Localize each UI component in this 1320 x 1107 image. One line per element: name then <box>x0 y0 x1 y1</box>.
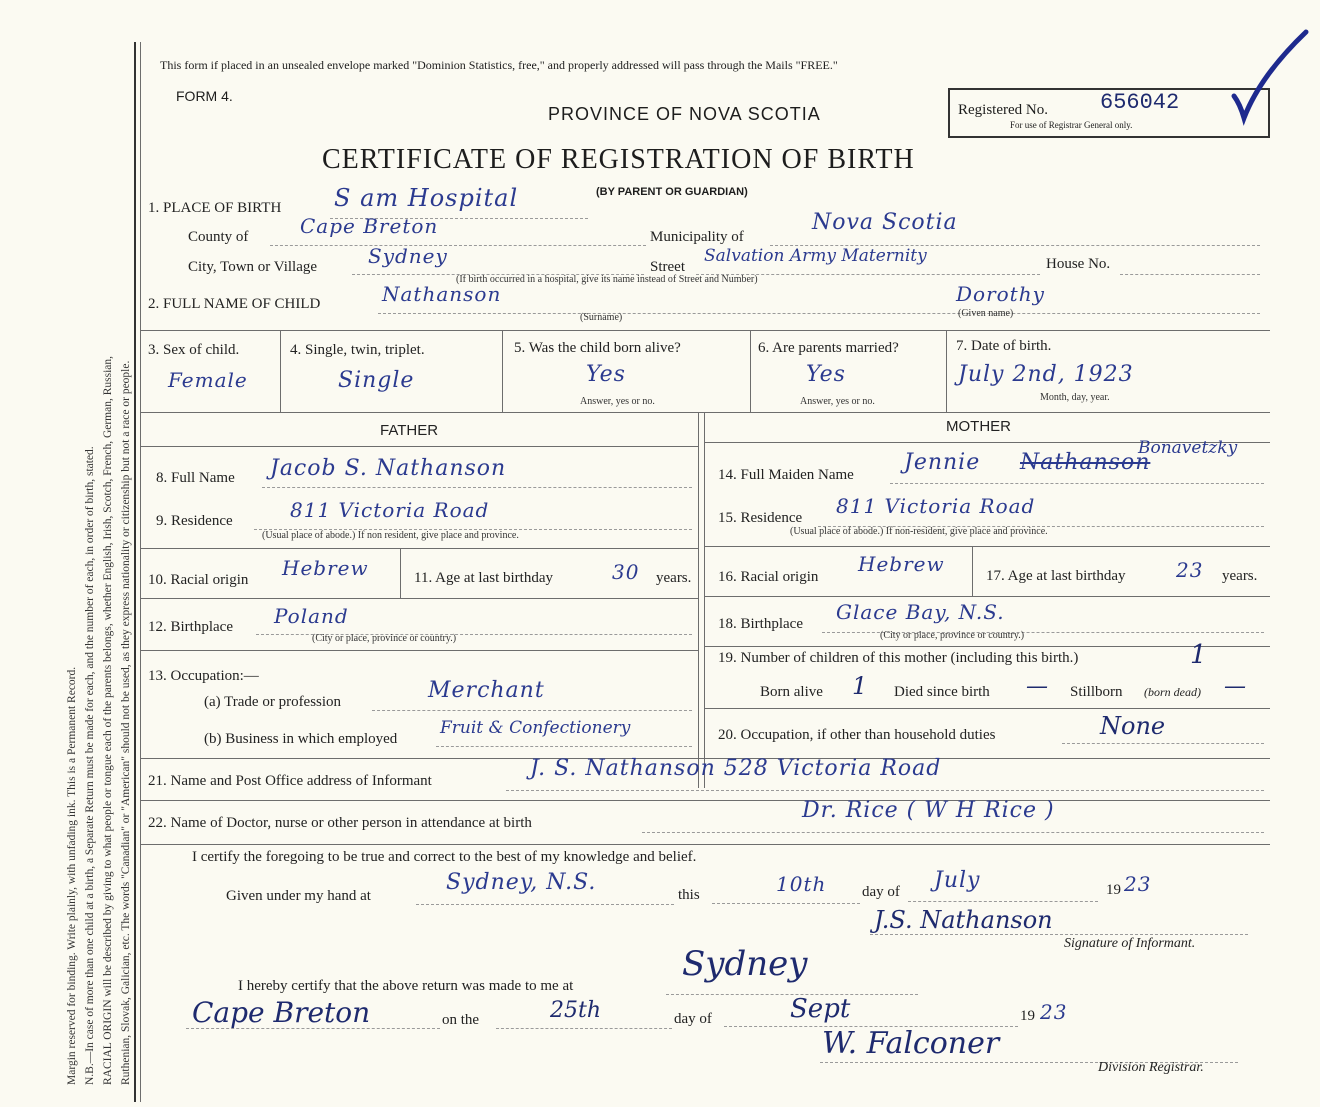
mother-maiden-name: Bonavetzky <box>1138 438 1238 458</box>
child-name-label: 2. FULL NAME OF CHILD <box>148 296 321 312</box>
registrar-caption: Division Registrar. <box>1098 1060 1204 1075</box>
street-value: Salvation Army Maternity <box>704 246 927 266</box>
registrar-place: Sydney <box>682 944 808 984</box>
line <box>712 903 860 904</box>
line <box>186 1028 440 1029</box>
registrar-statement: I hereby certify that the above return was made to me at <box>238 978 574 994</box>
rule <box>946 330 947 412</box>
birth-type-label: 4. Single, twin, triplet. <box>290 342 425 358</box>
died-since-birth-label: Died since birth <box>894 684 990 700</box>
line <box>372 710 692 711</box>
mother-age: 23 <box>1176 558 1204 582</box>
document-title: CERTIFICATE OF REGISTRATION OF BIRTH <box>322 144 915 175</box>
mother-age-label: 17. Age at last birthday <box>986 568 1126 584</box>
business-label: (b) Business in which employed <box>204 731 398 747</box>
line <box>1062 743 1264 744</box>
mother-birthplace-caption: (City or place, province or country.) <box>880 630 1025 641</box>
mother-occupation-label: 20. Occupation, if other than household duties <box>718 727 996 743</box>
mother-abode-caption: (Usual place of abode.) If non-resident, give place and province. <box>790 526 1048 537</box>
municipality-label: Municipality of <box>650 229 744 245</box>
trade-label: (a) Trade or profession <box>204 694 342 710</box>
informant-label: 21. Name and Post Office address of Informant <box>148 773 432 789</box>
trade-value: Merchant <box>428 678 545 703</box>
father-residence: 811 Victoria Road <box>290 498 490 522</box>
father-residence-label: 9. Residence <box>156 513 233 529</box>
rule <box>704 412 705 788</box>
mail-notice: This form if placed in an unsealed envelope marked "Dominion Statistics, free," and properly addressed will pass through the Mails "FREE." <box>160 58 838 72</box>
registered-number: 656042 <box>1100 90 1180 115</box>
father-name-label: 8. Full Name <box>156 470 235 486</box>
margin-note-1: Margin reserved for binding. Write plainly, with unfading ink. This is a Permanent Record. <box>66 666 78 1085</box>
rule <box>750 330 751 412</box>
child-name-line <box>378 313 1260 314</box>
place-of-birth-value: S am Hospital <box>334 184 519 212</box>
line <box>908 901 1098 902</box>
county-line <box>270 245 646 246</box>
by-parent-note: (BY PARENT OR GUARDIAN) <box>596 186 748 198</box>
certify-statement: I certify the foregoing to be true and correct to the best of my knowledge and belief. <box>192 849 697 865</box>
county-label: County of <box>188 229 249 245</box>
rule <box>972 546 973 596</box>
mother-residence: 811 Victoria Road <box>836 494 1036 518</box>
given-under-label: Given under my hand at <box>226 888 371 904</box>
registrar-month: Sept <box>790 994 851 1024</box>
rule <box>280 330 281 412</box>
given-year: 23 <box>1124 872 1152 896</box>
married-answer: Yes <box>806 362 846 387</box>
mother-birthplace-label: 18. Birthplace <box>718 616 803 632</box>
stillborn-value: — <box>1224 674 1246 699</box>
mother-birthplace: Glace Bay, N.S. <box>836 600 1005 624</box>
mother-years: years. <box>1222 568 1258 584</box>
line <box>870 934 1248 935</box>
city-label: City, Town or Village <box>188 259 318 275</box>
registrar-day-of-label: day of <box>674 1011 712 1027</box>
child-surname: Nathanson <box>382 282 502 306</box>
margin-note-2: N.B.—In case of more than one child at a birth, a Separate Return must be made for each, and the number of each, in order of birth, stated. <box>84 446 96 1085</box>
province-heading: PROVINCE OF NOVA SCOTIA <box>548 104 821 124</box>
checkmark-icon <box>1230 26 1310 126</box>
doctor-label: 22. Name of Doctor, nurse or other person in attendance at birth <box>148 815 532 831</box>
rule <box>140 330 1270 331</box>
date-of-birth-value: July 2nd, 1923 <box>958 362 1134 387</box>
father-birthplace: Poland <box>274 604 349 628</box>
mother-occupation: None <box>1100 712 1166 740</box>
city-value: Sydney <box>368 244 448 268</box>
given-month: July <box>934 868 981 893</box>
mother-residence-label: 15. Residence <box>718 510 803 526</box>
born-alive-count: 1 <box>852 672 868 700</box>
father-age-label: 11. Age at last birthday <box>414 570 553 586</box>
rule <box>704 596 1270 597</box>
house-line <box>1120 274 1260 275</box>
rule <box>502 330 503 412</box>
father-race-label: 10. Racial origin <box>148 572 249 588</box>
rule <box>704 646 1270 647</box>
rule <box>140 446 698 447</box>
informant-signature-caption: Signature of Informant. <box>1064 936 1196 951</box>
father-heading: FATHER <box>380 422 439 439</box>
sex-value: Female <box>168 368 248 392</box>
surname-caption: (Surname) <box>580 312 623 323</box>
father-age: 30 <box>612 560 640 584</box>
died-since-birth-value: — <box>1026 674 1048 699</box>
born-alive-label: Born alive <box>760 684 823 700</box>
mother-heading: MOTHER <box>946 418 1011 435</box>
margin-note-4: Ruthenian, Slovak, Galician, etc. The words "Canadian" or "American" should not be used, as they express nationality or citizenship but not a race or people. <box>120 360 132 1085</box>
rule <box>698 412 699 788</box>
registrar-county: Cape Breton <box>192 996 371 1029</box>
informant-value: J. S. Nathanson 528 Victoria Road <box>530 756 942 781</box>
line <box>890 483 1264 484</box>
child-given-name: Dorothy <box>956 282 1045 306</box>
stillborn-note: (born dead) <box>1144 685 1201 699</box>
father-birthplace-label: 12. Birthplace <box>148 619 233 635</box>
given-year-prefix: 19 <box>1106 882 1121 898</box>
mother-first-name: Jennie <box>904 450 981 475</box>
mother-race: Hebrew <box>858 552 945 576</box>
street-label: Street <box>650 259 685 275</box>
registrar-year-prefix: 19 <box>1020 1008 1035 1024</box>
mother-name-struck: Nathanson <box>1020 450 1151 475</box>
date-caption: Month, day, year. <box>1040 392 1110 403</box>
given-day-of-label: day of <box>862 884 900 900</box>
hospital-note: (If birth occurred in a hospital, give its name instead of Street and Number) <box>456 274 758 285</box>
form-number: FORM 4. <box>176 88 233 104</box>
rule <box>140 548 698 549</box>
municipality-value: Nova Scotia <box>812 210 958 235</box>
rule <box>140 844 1270 845</box>
on-the-label: on the <box>442 1012 480 1028</box>
this-label: this <box>678 887 700 903</box>
house-no-label: House No. <box>1046 256 1111 272</box>
rule <box>400 548 401 598</box>
rule <box>140 800 1270 801</box>
line <box>642 832 1264 833</box>
informant-signature: J.S. Nathanson <box>874 906 1053 934</box>
margin-note-3: RACIAL ORIGIN will be described by giving to what people or tongue each of the parents belongs, whether English, Irish, Scotch, French, German, Russian, <box>102 355 114 1085</box>
place-of-birth-label: 1. PLACE OF BIRTH <box>148 200 282 216</box>
margin-line-inner <box>140 42 141 1102</box>
father-years: years. <box>656 570 692 586</box>
registrar-year: 23 <box>1040 1000 1068 1024</box>
children-count: 1 <box>1190 640 1207 670</box>
answer-caption: Answer, yes or no. <box>580 396 655 407</box>
mother-race-label: 16. Racial origin <box>718 569 819 585</box>
answer-caption-2: Answer, yes or no. <box>800 396 875 407</box>
occupation-label: 13. Occupation:— <box>148 668 259 684</box>
line <box>416 904 674 905</box>
sex-label: 3. Sex of child. <box>148 342 240 358</box>
date-of-birth-label: 7. Date of birth. <box>956 338 1052 354</box>
line <box>506 790 1264 791</box>
father-birthplace-caption: (City or place, province or country.) <box>312 633 457 644</box>
registered-label: Registered No. <box>958 102 1048 118</box>
mother-name-label: 14. Full Maiden Name <box>718 467 854 483</box>
registrar-day: 25th <box>550 998 602 1023</box>
children-count-label: 19. Number of children of this mother (including this birth.) <box>718 650 1079 666</box>
born-alive-question: 5. Was the child born alive? <box>514 340 681 356</box>
line <box>496 1028 672 1029</box>
father-race: Hebrew <box>282 556 369 580</box>
rule <box>140 650 698 651</box>
margin-line <box>134 42 136 1102</box>
line <box>436 746 692 747</box>
registrar-signature: W. Falconer <box>822 1026 1000 1061</box>
rule <box>140 412 1270 413</box>
business-value: Fruit & Confectionery <box>440 718 631 738</box>
doctor-value: Dr. Rice ( W H Rice ) <box>802 798 1055 823</box>
birth-type-value: Single <box>338 368 415 393</box>
county-value: Cape Breton <box>300 214 439 238</box>
registration-box <box>948 88 1270 138</box>
father-abode-caption: (Usual place of abode.) If non resident, give place and province. <box>262 530 519 541</box>
father-name: Jacob S. Nathanson <box>270 456 507 481</box>
given-place: Sydney, N.S. <box>446 870 597 895</box>
given-name-caption: (Given name) <box>958 308 1014 319</box>
given-day: 10th <box>776 872 827 896</box>
rule <box>704 708 1270 709</box>
born-alive-answer: Yes <box>586 362 626 387</box>
stillborn-label: Stillborn <box>1070 684 1123 700</box>
rule <box>704 546 1270 547</box>
registrar-use-note: For use of Registrar General only. <box>1010 120 1133 130</box>
rule <box>140 598 698 599</box>
married-question: 6. Are parents married? <box>758 340 899 356</box>
line <box>262 487 692 488</box>
